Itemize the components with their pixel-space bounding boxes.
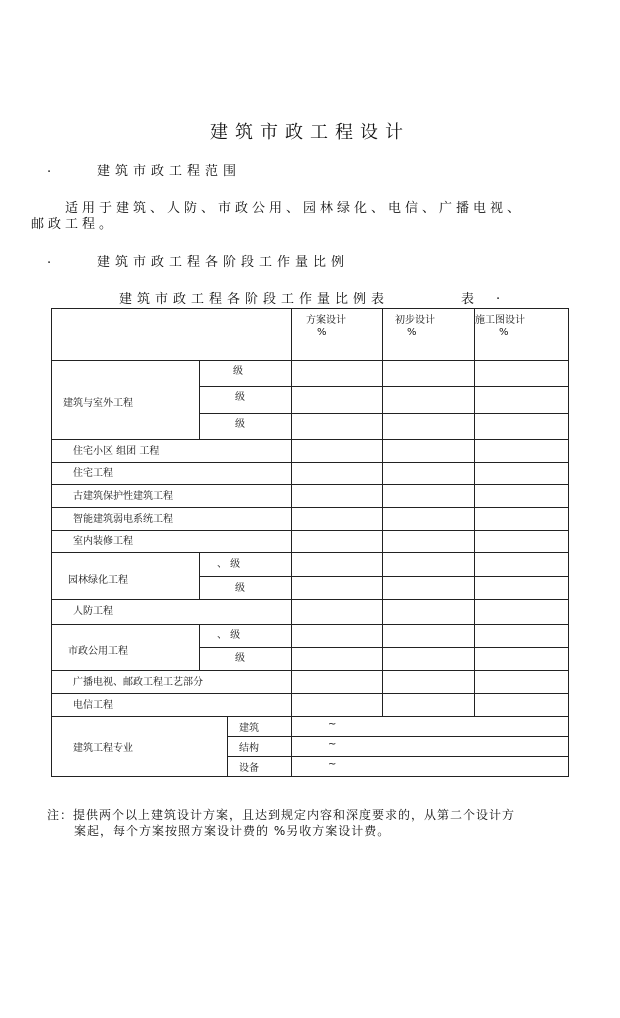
row-landscape-grade-2: 级	[235, 583, 245, 594]
row-municipal-grade-2: 级	[235, 653, 245, 664]
row-telecom: 电信工程	[73, 700, 113, 711]
scope-paragraph-line-2: 邮政工程。	[31, 217, 117, 232]
header-preliminary-percent: %	[407, 327, 417, 338]
header-preliminary-design: 初步设计	[395, 315, 435, 326]
table-caption-dot: .	[496, 288, 506, 303]
footnote-line-1: 注：提供两个以上建筑设计方案，且达到规定内容和深度要求的，从第二个设计方	[47, 808, 516, 822]
scope-paragraph-line-1: 适用于建筑、人防、市政公用、园林绿化、电信、广播电视、	[65, 201, 525, 216]
section-1-number: .	[47, 161, 57, 176]
section-2-number: .	[47, 252, 57, 267]
row-landscape: 园林绿化工程	[68, 575, 128, 586]
row-grade-1: 级	[233, 366, 243, 377]
row-building-specialty: 建筑工程专业	[73, 743, 133, 754]
header-scheme-percent: %	[317, 327, 327, 338]
range-tilde: ~	[328, 759, 337, 770]
table-caption: 建筑市政工程各阶段工作量比例表	[119, 292, 390, 307]
row-broadcast-postal: 广播电视、邮政工程工艺部分	[73, 677, 203, 688]
footnote-line-2: 案起，每个方案按照方案设计费的 %另收方案设计费。	[74, 824, 391, 838]
row-residential-cluster: 住宅小区 组团 工程	[73, 446, 160, 457]
row-municipal-grade-1: 、 级	[217, 630, 241, 641]
row-heritage: 古建筑保护性建筑工程	[73, 491, 173, 502]
header-construction-drawing-design: 施工图设计	[475, 315, 525, 326]
workload-ratio-table	[51, 308, 569, 777]
header-scheme-design: 方案设计	[306, 315, 346, 326]
page-title: 建筑市政工程设计	[210, 122, 410, 143]
range-tilde: ~	[328, 719, 337, 730]
row-spec-architecture: 建筑	[239, 723, 259, 734]
row-spec-equipment: 设备	[239, 763, 259, 774]
row-interior: 室内装修工程	[73, 536, 133, 547]
section-2-heading: 建筑市政工程各阶段工作量比例	[97, 255, 350, 270]
section-1-heading: 建筑市政工程范围	[97, 164, 242, 179]
row-municipal: 市政公用工程	[68, 646, 128, 657]
row-building-exterior: 建筑与室外工程	[63, 398, 133, 409]
row-intelligent-building: 智能建筑弱电系统工程	[73, 514, 173, 525]
row-residential: 住宅工程	[73, 468, 113, 479]
header-construction-percent: %	[499, 327, 509, 338]
range-tilde: ~	[328, 739, 337, 750]
row-civil-defense: 人防工程	[73, 606, 113, 617]
row-spec-structure: 结构	[239, 743, 259, 754]
row-grade-2: 级	[235, 392, 245, 403]
row-landscape-grade-1: 、 级	[217, 559, 241, 570]
row-grade-3: 级	[235, 419, 245, 430]
table-caption-suffix: 表	[461, 292, 480, 307]
